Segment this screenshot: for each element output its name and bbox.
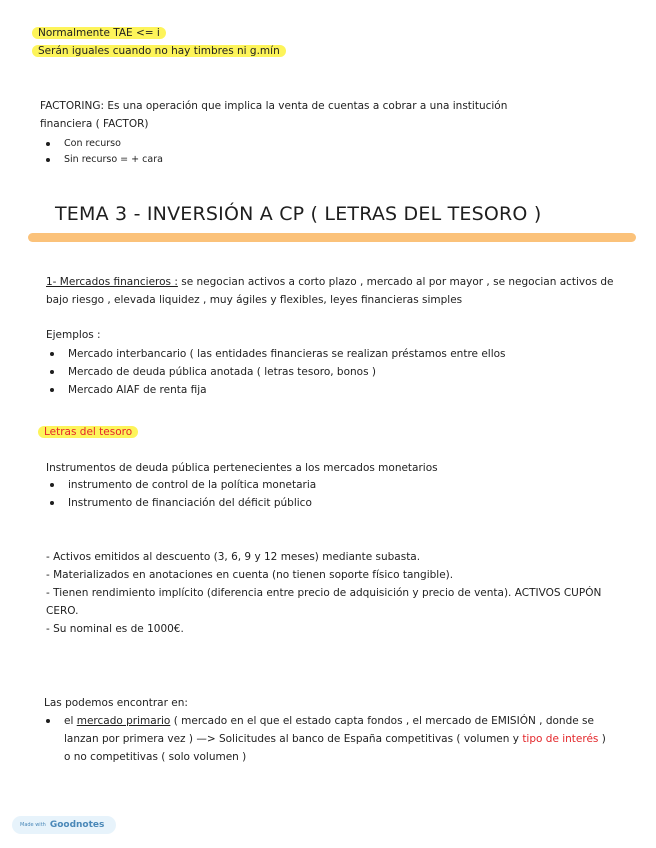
watermark-brand: Goodnotes [49, 820, 105, 830]
letras-intro: Instrumentos de deuda pública pertenecientes a los mercados monetarios [46, 462, 438, 474]
dash-item: - Su nominal es de 1000€. [46, 623, 184, 635]
factoring-paragraph: FACTORING: Es una operación que implica la venta de cuentas a cobrar a una institución financiera ( FACTOR) [40, 100, 508, 130]
mercados-paragraph [46, 273, 616, 309]
list-item: Mercado de deuda pública anotada ( letras tesoro, bonos ) [46, 363, 606, 381]
list-item: Sin recurso = + cara [42, 152, 342, 168]
watermark-made: Made with [20, 822, 46, 828]
ejemplos-list [46, 345, 606, 399]
dash-item: - Activos emitidos al descuento (3, 6, 9 y 12 meses) mediante subasta. [46, 551, 421, 563]
list-item: Instrumento de financiación del déficit público [46, 494, 606, 512]
dash-item: - Materializados en anotaciones en cuenta (no tienen soporte físico tangible). [46, 569, 454, 581]
list-item [42, 712, 608, 766]
ejemplos-label: Ejemplos : [46, 329, 101, 341]
tipo-interes: tipo de interés [522, 733, 599, 745]
goodnotes-watermark [12, 816, 116, 834]
list-item: Mercado interbancario ( las entidades financieras se realizan préstamos entre ellos [46, 345, 606, 363]
encontrar-list [42, 712, 608, 766]
mercados-heading: 1- Mercados financieros : [46, 276, 178, 288]
list-item: Mercado AIAF de renta fija [46, 381, 606, 399]
highlight-line-1: Normalmente TAE <= i [32, 27, 166, 39]
top-note [32, 24, 352, 60]
dash-item: - Tienen rendimiento implícito (diferencia entre precio de adquisición y precio de venta). ACTIVOS CUPÓN CERO. [46, 587, 602, 617]
mercados-text: se negocian activos a corto plazo , mercado al por mayor , se negocian activos de bajo riesgo , elevada liquidez , muy ágiles y flexibles, leyes financieras simples [46, 276, 614, 306]
letras-dash-list [46, 548, 611, 638]
encontrar-part2: ( mercado en el que el estado capta fondos , el mercado de EMISIÓN , donde se lanzan por primera vez ) —> Solicitudes al banco de España competitivas ( volumen y [64, 715, 594, 745]
list-item: instrumento de control de la política monetaria [46, 476, 606, 494]
highlight-line-2: Serán iguales cuando no hay timbres ni g.mín [32, 45, 286, 57]
list-item: Con recurso [42, 136, 342, 152]
factoring-list [42, 136, 342, 168]
encontrar-part3: ) o no competitivas ( solo volumen ) [64, 733, 606, 763]
encontrar-intro: Las podemos encontrar en: [44, 697, 188, 709]
letras-heading-wrap [38, 423, 138, 441]
title-underline-bar [28, 233, 636, 242]
letras-list [46, 476, 606, 512]
letras-heading: Letras del tesoro [38, 426, 138, 438]
encontrar-part1: el [64, 715, 77, 727]
page-title: TEMA 3 - INVERSIÓN A CP ( LETRAS DEL TESORO ) [55, 203, 542, 225]
mercado-primario: mercado primario [76, 715, 171, 727]
